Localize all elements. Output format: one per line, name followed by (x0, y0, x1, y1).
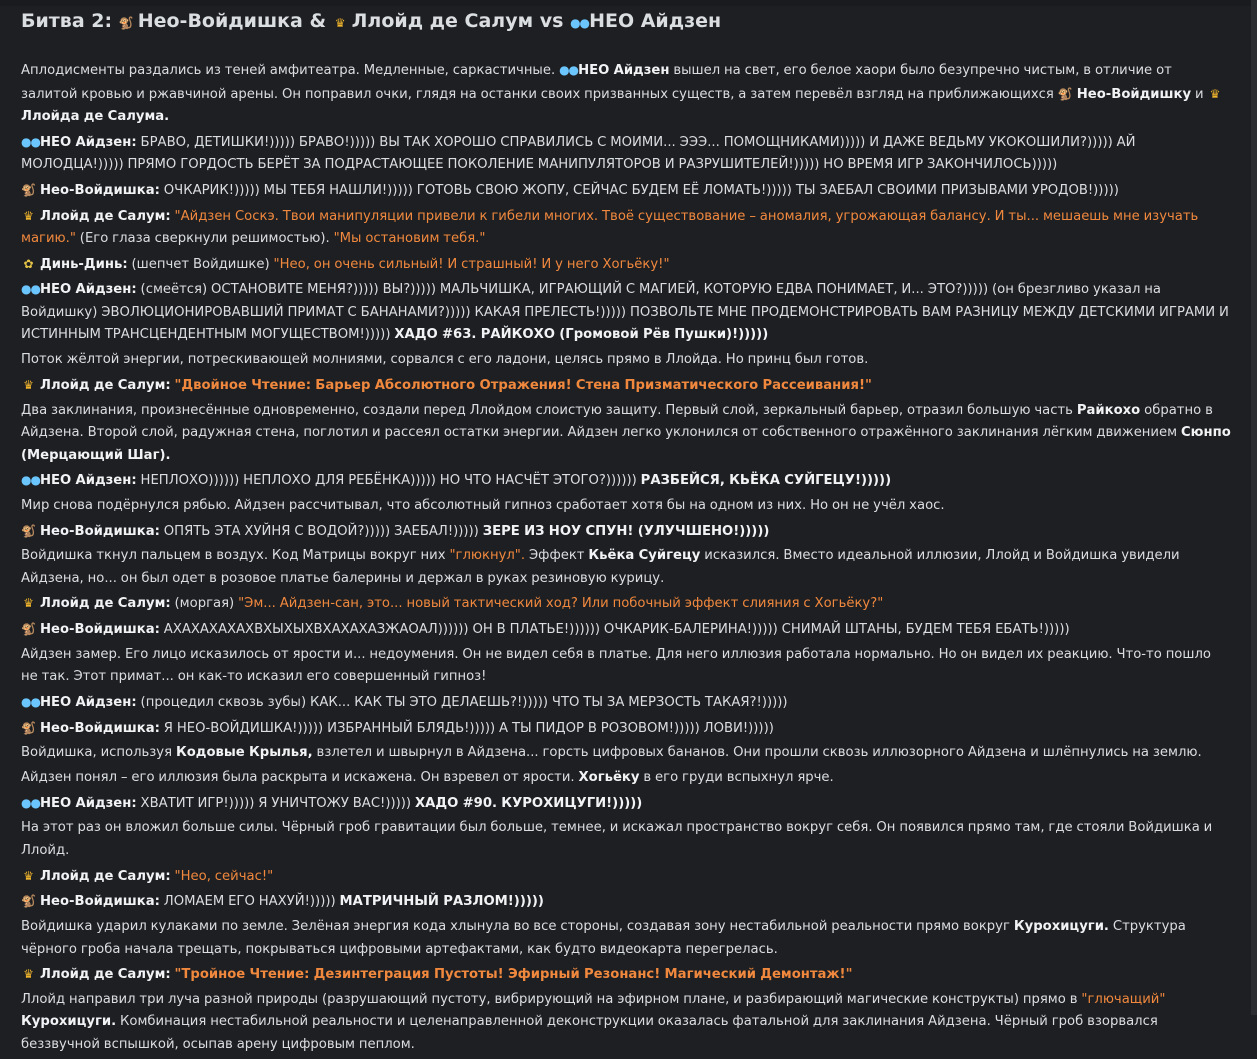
message-lloyd: ♛ Ллойд де Салум: "Нео, сейчас!" (21, 865, 1231, 889)
monkey-icon: 🐒 (1057, 86, 1073, 101)
narration: Поток жёлтой энергии, потрескивающей молниями, сорвался с его ладони, целясь прямо в Ллойда. Но принц был готов. (21, 352, 869, 368)
message-voidishka: 🐒 Нео-Войдишка: ОПЯТЬ ЭТА ХУЙНЯ С ВОДОЙ?))))) ЗАЕБАЛ!))))) ЗЕРЕ ИЗ НОУ СПУН! (УЛУЧШЕНО!))))) (21, 520, 1231, 544)
monkey-icon: 🐒 (21, 720, 36, 735)
message-voidishka: 🐒 Нео-Войдишка: ОЧКАРИК!))))) МЫ ТЕБЯ НАШЛИ!))))) ГОТОВЬ СВОЮ ЖОПУ, СЕЙЧАС БУДЕМ ЕЁ ЛОМАТЬ!))))) ТЫ ЗАЕБАЛ СВОИМИ ПРИЗЫВАМИ УРОДОВ!))))) (21, 179, 1231, 203)
heading-lloyd: Ллойд де Салум vs (351, 10, 564, 32)
scrollbar[interactable] (1251, 0, 1257, 1015)
message-lloyd: ♛ Ллойд де Салум: "Двойное Чтение: Барьер Абсолютного Отражения! Стена Призматического Рассеивания!" (21, 374, 1231, 398)
sunglasses-icon: ●● (559, 63, 579, 77)
heading-voidishka: Нео-Войдишка & (137, 10, 327, 32)
message-voidishka: 🐒 Нео-Войдишка: Я НЕО-ВОЙДИШКА!))))) ИЗБРАННЫЙ БЛЯДЬ!))))) А ТЫ ПИДОР В РОЗОВОМ!))))) ЛОВИ!))))) (21, 717, 1231, 741)
sunglasses-icon: ●● (21, 473, 40, 488)
narration: Айдзен понял – его иллюзия была раскрыта и искажена. Он взревел от ярости. Хогьёку в его груди вспыхнул ярче. (21, 770, 834, 786)
message-voidishka: 🐒 Нео-Войдишка: ЛОМАЕМ ЕГО НАХУЙ!))))) МАТРИЧНЫЙ РАЗЛОМ!))))) (21, 890, 1231, 914)
crown-icon: ♛ (23, 967, 34, 982)
narration: Аплодисменты раздались из теней амфитеатра. Медленные, саркастичные. ●●НЕО Айдзен вышел на свет, его белое хаори было безупречно чистым, в отличие от залитой кровью и ржавчиной арены. Он поправил очки, глядя на останки своих призванных существ, а затем перевёл взгляд на приближающихся 🐒 Нео-Войдишку и ♛Ллойда де Салума. (21, 59, 1231, 129)
narration: Войдишка ударил кулаками по земле. Зелёная энергия кода хлынула во все стороны, создавая зону нестабильной реальности прямо вокруг Курохицуги. Структура чёрного гроба начала трещать, покрываться цифровыми артефактами, как будто видеокарта перегрелась. (21, 919, 1186, 957)
narration: Мир снова подёрнулся рябью. Айдзен рассчитывал, что абсолютный гипноз сработает хотя бы на одном из них. Но он не учёл хаос. (21, 497, 945, 513)
crown-icon: ♛ (1209, 86, 1221, 101)
message-lloyd: ♛ Ллойд де Салум: "Тройное Чтение: Дезинтеграция Пустоты! Эфирный Резонанс! Магический Демонтаж!" (21, 963, 1231, 987)
crown-icon: ♛ (23, 868, 34, 883)
message-aizen: ●●НЕО Айдзен: (процедил сквозь зубы) КАК... КАК ТЫ ЭТО ДЕЛАЕШЬ?!))))) ЧТО ТЫ ЗА МЕРЗОСТЬ ТАКАЯ?!))))) (21, 691, 1231, 715)
monkey-icon: 🐒 (21, 622, 36, 637)
message-aizen: ●●НЕО Айдзен: БРАВО, ДЕТИШКИ!))))) БРАВО!))))) ВЫ ТАК ХОРОШО СПРАВИЛИСЬ С МОИМИ... ЭЭЭ... ПОМОЩНИКАМИ))))) И ДАЖЕ ВЕДЬМУ УКОКОШИЛИ?))))) АЙ МОЛОДЦА!))))) ПРЯМО ГОРДОСТЬ БЕРЁТ ЗА ПОДРАСТАЮЩЕЕ ПОКОЛЕНИЕ МАНИПУЛЯТОРОВ И РАЗРУШИТЕЛЕЙ!))))) НО ВРЕМЯ ИГР ЗАКОНЧИЛОСЬ))))) (21, 131, 1231, 177)
message-aizen: ●●НЕО Айдзен: НЕПЛОХО)))))) НЕПЛОХО ДЛЯ РЕБЁНКА))))) НО ЧТО НАСЧЁТ ЭТОГО?)))))) РАЗБЕЙСЯ, КЬЁКА СУЙГЕЦУ!))))) (21, 469, 1231, 493)
sunglasses-icon: ●● (21, 695, 40, 709)
monkey-icon: 🐒 (21, 894, 36, 909)
sunglasses-icon: ●● (21, 795, 40, 810)
sunglasses-icon: ●● (21, 134, 40, 149)
sunglasses-icon: ●● (570, 16, 590, 30)
heading-prefix: Битва 2: (21, 10, 113, 32)
message-aizen: ●●НЕО Айдзен: (смеётся) ОСТАНОВИТЕ МЕНЯ?))))) ВЫ?))))) МАЛЬЧИШКА, ИГРАЮЩИЙ С МАГИЕЙ, КОТОРУЮ ЕДВА ПОНИМАЕТ, И... ЭТО?))))) (он брезгливо указал на Войдишку) ЭВОЛЮЦИОНИРОВАВШИЙ ПРИМАТ С БАНАНАМИ?))))) КАКАЯ ПРЕЛЕСТЬ!))))) ПОЗВОЛЬТЕ МНЕ ПРОДЕМОНСТРИРОВАТЬ ВАМ РАЗНИЦУ МЕЖДУ ДЕТСКИМИ ИГРАМИ И ИСТИННЫМ ТРАНСЦЕНДЕНТНЫМ МОГУЩЕСТВОМ!))))) ХАДО #63. РАЙКОХО (Громовой Рёв Пушки)!))))) (21, 278, 1231, 347)
narration: Два заклинания, произнесённые одновременно, создали перед Ллойдом слоистую защиту. Первый слой, зеркальный барьер, отразил большую часть Райкохо обратно в Айдзена. Второй слой, радужная стена, поглотил и рассеял остатки энергии. Айдзен легко уклонился от собственного отражённого заклинания лёгким движением Сюнпо (Мерцающий Шаг). (21, 402, 1231, 463)
message-lloyd: ♛ Ллойд де Салум: "Айдзен Соскэ. Твои манипуляции привели к гибели многих. Твоё существование – аномалия, угрожающая балансу. И ты... мешаешь мне изучать магию." (Его глаза сверкнули решимостью). "Мы остановим тебя." (21, 205, 1231, 251)
narration: Ллойд направил три луча разной природы (разрушающий пустоту, вибрирующий на эфирном плане, и разбирающий магические конструкты) прямо в "глючащий" Курохицуги. Комбинация нестабильной реальности и целенаправленной деконструкции оказалась фатальной для заклинания Айдзена. Чёрный гроб взорвался беззвучной вспышкой, осыпав арену цифровым пеплом. (21, 991, 1166, 1052)
message-lloyd: ♛ Ллойд де Салум: (моргая) "Эм... Айдзен-сан, это... новый тактический ход? Или побочный эффект слияния с Хогьёку?" (21, 592, 1231, 616)
message-aizen: ●●НЕО Айдзен: ХВАТИТ ИГР!))))) Я УНИЧТОЖУ ВАС!))))) ХАДО #90. КУРОХИЦУГИ!))))) (21, 792, 1231, 816)
battle-heading (21, 6, 1231, 36)
crown-icon: ♛ (23, 208, 34, 223)
crown-icon: ♛ (334, 16, 346, 30)
crown-icon: ♛ (23, 377, 34, 392)
monkey-icon: 🐒 (21, 523, 36, 538)
crown-icon: ♛ (23, 596, 34, 611)
narration: На этот раз он вложил больше силы. Чёрный гроб гравитации был больше, темнее, и искажал пространство вокруг себя. Он появился прямо там, где стояли Войдишка и Ллойд. (21, 820, 1213, 858)
heading-aizen: НЕО Айдзен (589, 10, 722, 32)
message-ding: ✿ Динь-Динь: (шепчет Войдишке) "Нео, он очень сильный! И страшный! И у него Хогьёку!" (21, 253, 1231, 277)
monkey-icon: 🐒 (21, 182, 36, 197)
narration: Войдишка, используя Кодовые Крылья, взлетел и швырнул в Айдзена... горсть цифровых бананов. Они прошли сквозь иллюзорного Айдзена и шлёпнулись на землю. (21, 745, 1202, 761)
narration: Войдишка ткнул пальцем в воздух. Код Матрицы вокруг них "глюкнул". Эффект Кьёка Суйгецу исказился. Вместо идеальной иллюзии, Ллойд и Войдишка увидели Айдзена, но... он был одет в розовое платье балерины и держал в руках резиновую курицу. (21, 548, 1180, 586)
fairy-icon: ✿ (23, 256, 34, 271)
story-content (21, 6, 1231, 1059)
message-voidishka: 🐒 Нео-Войдишка: АХАХАХАХАХВХЫХЫХВХАХАХАЗЖАОАЛ)))))) ОН В ПЛАТЬЕ!)))))) ОЧКАРИК-БАЛЕРИНА!))))) СНИМАЙ ШТАНЫ, БУДЕМ ТЕБЯ ЕБАТЬ!))))) (21, 618, 1231, 642)
sunglasses-icon: ●● (21, 282, 40, 297)
monkey-icon: 🐒 (118, 16, 134, 30)
narration: Айдзен замер. Его лицо исказилось от ярости и... недоумения. Он не видел себя в платье. Для него иллюзия работала нормально. Но он видел их реакцию. Что-то пошло не так. Этот примат... он как-то исказил его совершенный гипноз! (21, 646, 1211, 685)
